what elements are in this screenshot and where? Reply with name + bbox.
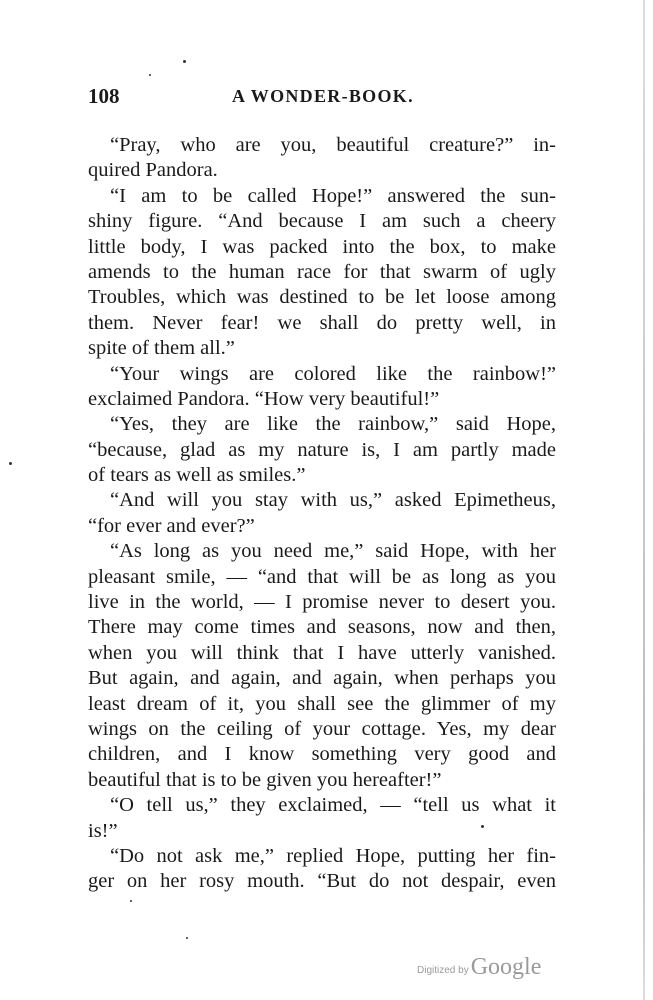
- text-line: beautiful that is to be given you hereafter!”: [88, 768, 442, 791]
- text-line: them. Never fear! we shall do pretty well, in: [88, 311, 556, 334]
- text-line: pleasant smile, — “and that will be as long as you: [88, 565, 556, 588]
- text-line: “O tell us,” they exclaimed, — “tell us what it: [110, 794, 556, 817]
- running-title: A WONDER-BOOK.: [232, 86, 414, 106]
- text-line: “Pray, who are you, beautiful creature?” in-: [110, 134, 556, 156]
- scan-speck: [130, 900, 132, 902]
- page-edge-shadow: [643, 0, 645, 1000]
- text-line: children, and I know something very good and: [88, 743, 556, 766]
- text-line: “And will you stay with us,” asked Epimetheus,: [110, 489, 556, 512]
- watermark-prefix: Digitized by: [417, 965, 469, 976]
- text-line: is!”: [88, 819, 118, 842]
- scan-speck: [149, 74, 151, 76]
- digitized-watermark: [417, 951, 541, 981]
- text-line: But again, and again, and again, when perhaps you: [88, 667, 556, 690]
- scan-speck: [481, 825, 484, 828]
- text-line: when you will think that I have utterly vanished.: [88, 641, 556, 664]
- scan-speck: [9, 462, 12, 465]
- text-line: wings on the ceiling of your cottage. Yes, my dear: [88, 717, 556, 740]
- text-line: spite of them all.”: [88, 337, 235, 360]
- scan-speck: [186, 937, 188, 939]
- text-line: exclaimed Pandora. “How very beautiful!”: [88, 387, 440, 410]
- text-line: least dream of it, you shall see the glimmer of my: [88, 692, 556, 715]
- text-line: “As long as you need me,” said Hope, with her: [110, 540, 556, 563]
- text-line: live in the world, — I promise never to desert you.: [88, 591, 556, 614]
- text-line: “Yes, they are like the rainbow,” said Hope,: [110, 413, 556, 436]
- page-header: [88, 84, 558, 114]
- text-line: There may come times and seasons, now and then,: [88, 616, 556, 639]
- text-line: shiny figure. “And because I am such a cheery: [88, 210, 556, 233]
- body-text: [88, 133, 556, 895]
- text-line: quired Pandora.: [88, 159, 218, 182]
- text-line: “for ever and ever?”: [88, 514, 255, 537]
- text-line: Troubles, which was destined to be let loose among: [88, 286, 556, 309]
- page-number: 108: [88, 84, 120, 108]
- text-line: “because, glad as my nature is, I am partly made: [88, 438, 556, 461]
- text-line: amends to the human race for that swarm of ugly: [88, 260, 556, 283]
- text-line: little body, I was packed into the box, to make: [88, 235, 556, 258]
- text-line: “I am to be called Hope!” answered the sun-: [110, 184, 556, 207]
- text-line: ger on her rosy mouth. “But do not despair, even: [88, 870, 556, 893]
- text-line: “Do not ask me,” replied Hope, putting her fin-: [110, 844, 556, 867]
- text-line: of tears as well as smiles.”: [88, 464, 306, 487]
- google-logo: Google: [470, 954, 542, 980]
- scan-speck: [183, 60, 186, 63]
- text-line: “Your wings are colored like the rainbow!”: [110, 362, 556, 385]
